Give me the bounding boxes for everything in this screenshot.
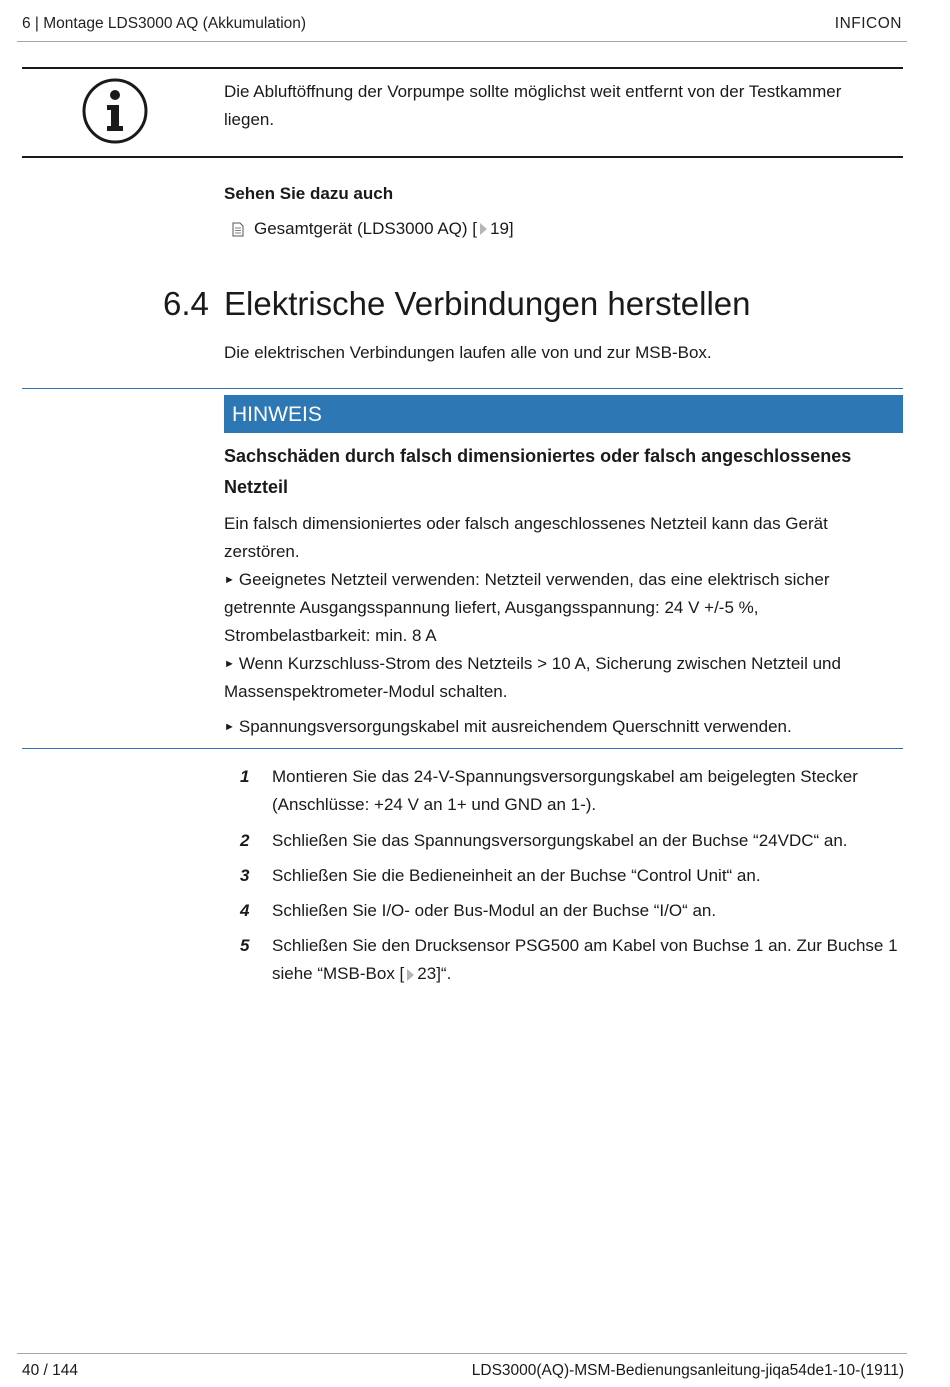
page-ref-arrow-icon [407, 969, 414, 981]
step-number: 2 [240, 831, 250, 850]
see-also-reference[interactable] [232, 219, 514, 239]
step-text: Schließen Sie I/O- oder Bus-Modul an der Buchse “I/O“ an. [272, 901, 717, 920]
page-ref-arrow-icon [480, 223, 487, 235]
step-text: Montieren Sie das 24-V-Spannungsversorgungskabel am beigelegten Stecker (Anschlüsse: +24 V an 1+ und GND an 1-). [272, 767, 858, 814]
step-text: Schließen Sie die Bedieneinheit an der Buchse “Control Unit“ an. [272, 866, 761, 885]
notice-bullet: ► Geeignetes Netzteil verwenden: Netzteil verwenden, das eine elektrisch sicher getrennte Ausgangsspannung liefert, Ausgangsspannung: 24 V +/-5 %, Strombelastbarkeit: min. 8 A [224, 570, 830, 645]
info-box-top-rule [22, 67, 903, 69]
section-number: 6.4 [163, 285, 209, 322]
section-intro: Die elektrischen Verbindungen laufen alle von und zur MSB-Box. [224, 343, 712, 362]
step-number: 3 [240, 866, 250, 885]
bullet-arrow-icon: ► [224, 574, 235, 586]
section-title: Elektrische Verbindungen herstellen [224, 285, 751, 322]
notice-label: HINWEIS [232, 403, 322, 426]
notice-bullet: ► Wenn Kurzschluss-Strom des Netzteils > 10 A, Sicherung zwischen Netzteil und Massenspektrometer-Modul schalten. [224, 654, 841, 701]
see-also-heading: Sehen Sie dazu auch [224, 184, 394, 203]
header-chapter: 6 | Montage LDS3000 AQ (Akkumulation) [22, 15, 307, 32]
step-item [240, 862, 900, 890]
step-item [240, 897, 900, 925]
footer-document-id: LDS3000(AQ)-MSM-Bedienungsanleitung-jiqa54de1-10-(1911) [471, 1362, 904, 1379]
header-brand: INFICON [834, 15, 902, 32]
notice-text: Ein falsch dimensioniertes oder falsch angeschlossenes Netzteil kann das Gerät zerstören. [224, 514, 828, 561]
info-icon [80, 76, 150, 146]
reference-text: Gesamtgerät (LDS3000 AQ) [ [254, 219, 477, 238]
step-number: 1 [240, 767, 250, 786]
footer-divider [17, 1353, 907, 1354]
notice-banner [224, 395, 903, 433]
step-text: Schließen Sie den Drucksensor PSG500 am Kabel von Buchse 1 an. Zur Buchse 1 siehe “MSB-Box [ 23]“. [272, 936, 898, 983]
document-icon [232, 222, 244, 237]
step-item [240, 763, 900, 819]
footer-page-number: 40 / 144 [22, 1362, 79, 1379]
notice-heading: Sachschäden durch falsch dimensioniertes oder falsch angeschlossenes Netzteil [224, 446, 852, 497]
info-text: Die Abluftöffnung der Vorpumpe sollte möglichst weit entfernt von der Testkammer liegen. [224, 82, 842, 129]
step-page-reference[interactable]: 23 [417, 964, 437, 983]
step-number: 5 [240, 936, 250, 955]
notice-bottom-rule [22, 748, 903, 749]
bullet-arrow-icon: ► [224, 721, 235, 733]
bullet-arrow-icon: ► [224, 658, 235, 670]
step-item [240, 827, 900, 855]
reference-close: ] [508, 219, 514, 238]
reference-page[interactable]: 19 [490, 219, 509, 238]
step-text: Schließen Sie das Spannungsversorgungskabel an der Buchse “24VDC“ an. [272, 831, 848, 850]
step-item [240, 932, 900, 988]
info-box-bottom-rule [22, 156, 903, 158]
header-divider [17, 41, 907, 42]
notice-bullet: ► Spannungsversorgungskabel mit ausreichendem Querschnitt verwenden. [224, 717, 792, 736]
notice-top-rule [22, 388, 903, 389]
step-number: 4 [240, 901, 250, 920]
